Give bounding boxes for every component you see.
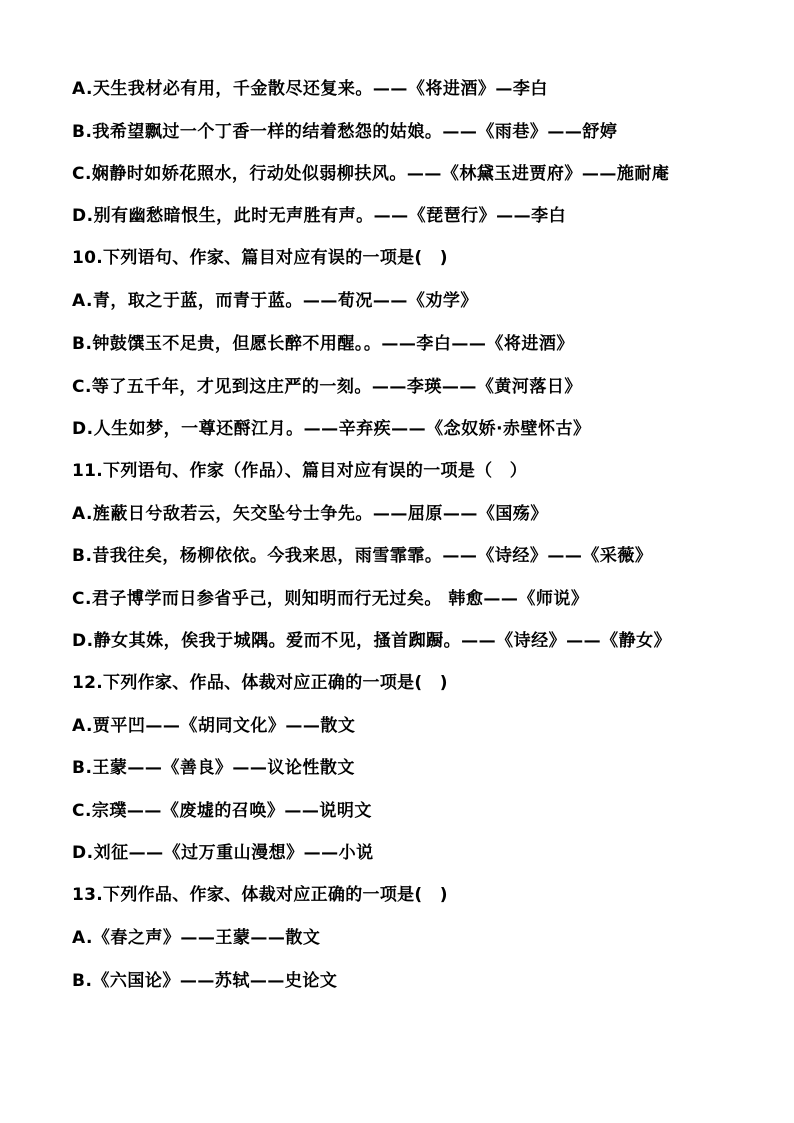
option-b-line: B.《六国论》——苏轼——史论文 [72, 971, 338, 991]
option-a-line: A.天生我材必有用，千金散尽还复来。——《将进酒》—李白 [72, 79, 548, 99]
question-13: 13.下列作品、作家、体裁对应正确的一项是( ) [72, 885, 448, 905]
option-d-line: D.别有幽愁暗恨生，此时无声胜有声。——《琵琶行》——李白 [72, 206, 567, 226]
option-d-line: D.刘征——《过万重山漫想》——小说 [72, 843, 374, 863]
option-a-line: A.青，取之于蓝，而青于蓝。——荀况——《劝学》 [72, 291, 478, 311]
option-b-line: B.昔我往矣，杨柳依依。今我来思，雨雪霏霏。——《诗经》——《采薇》 [72, 546, 653, 566]
question-10: 10.下列语句、作家、篇目对应有误的一项是( ) [72, 248, 448, 268]
option-c-line: C.宗璞——《废墟的召唤》——说明文 [72, 801, 372, 821]
option-c-line: C.娴静时如娇花照水，行动处似弱柳扶风。——《林黛玉进贾府》——施耐庵 [72, 164, 670, 184]
option-a-line: A.贾平凹——《胡同文化》——散文 [72, 716, 356, 736]
question-12: 12.下列作家、作品、体裁对应正确的一项是( ) [72, 673, 448, 693]
option-b-line: B.我希望飘过一个丁香一样的结着愁怨的姑娘。——《雨巷》——舒婷 [72, 122, 618, 142]
option-a-line: A.旌蔽日兮敌若云，矢交坠兮士争先。——屈原——《国殇》 [72, 504, 548, 524]
option-c-line: C.君子博学而日参省乎己，则知明而行无过矣。 韩愈——《师说》 [72, 589, 589, 609]
question-11: 11.下列语句、作家（作品）、篇目对应有误的一项是（ ） [72, 461, 528, 481]
option-d-line: D.人生如梦，一尊还酹江月。——辛弃疾——《念奴娇·赤壁怀古》 [72, 419, 591, 439]
option-b-line: B.钟鼓馔玉不足贵，但愿长醉不用醒。。——李白——《将进酒》 [72, 334, 574, 354]
option-c-line: C.等了五千年，才见到这庄严的一刻。——李瑛——《黄河落日》 [72, 377, 582, 397]
option-a-line: A.《春之声》——王蒙——散文 [72, 928, 321, 948]
option-b-line: B.王蒙——《善良》——议论性散文 [72, 758, 355, 778]
option-d-line: D.静女其姝，俟我于城隅。爱而不见，搔首踟蹰。——《诗经》——《静女》 [72, 631, 672, 651]
